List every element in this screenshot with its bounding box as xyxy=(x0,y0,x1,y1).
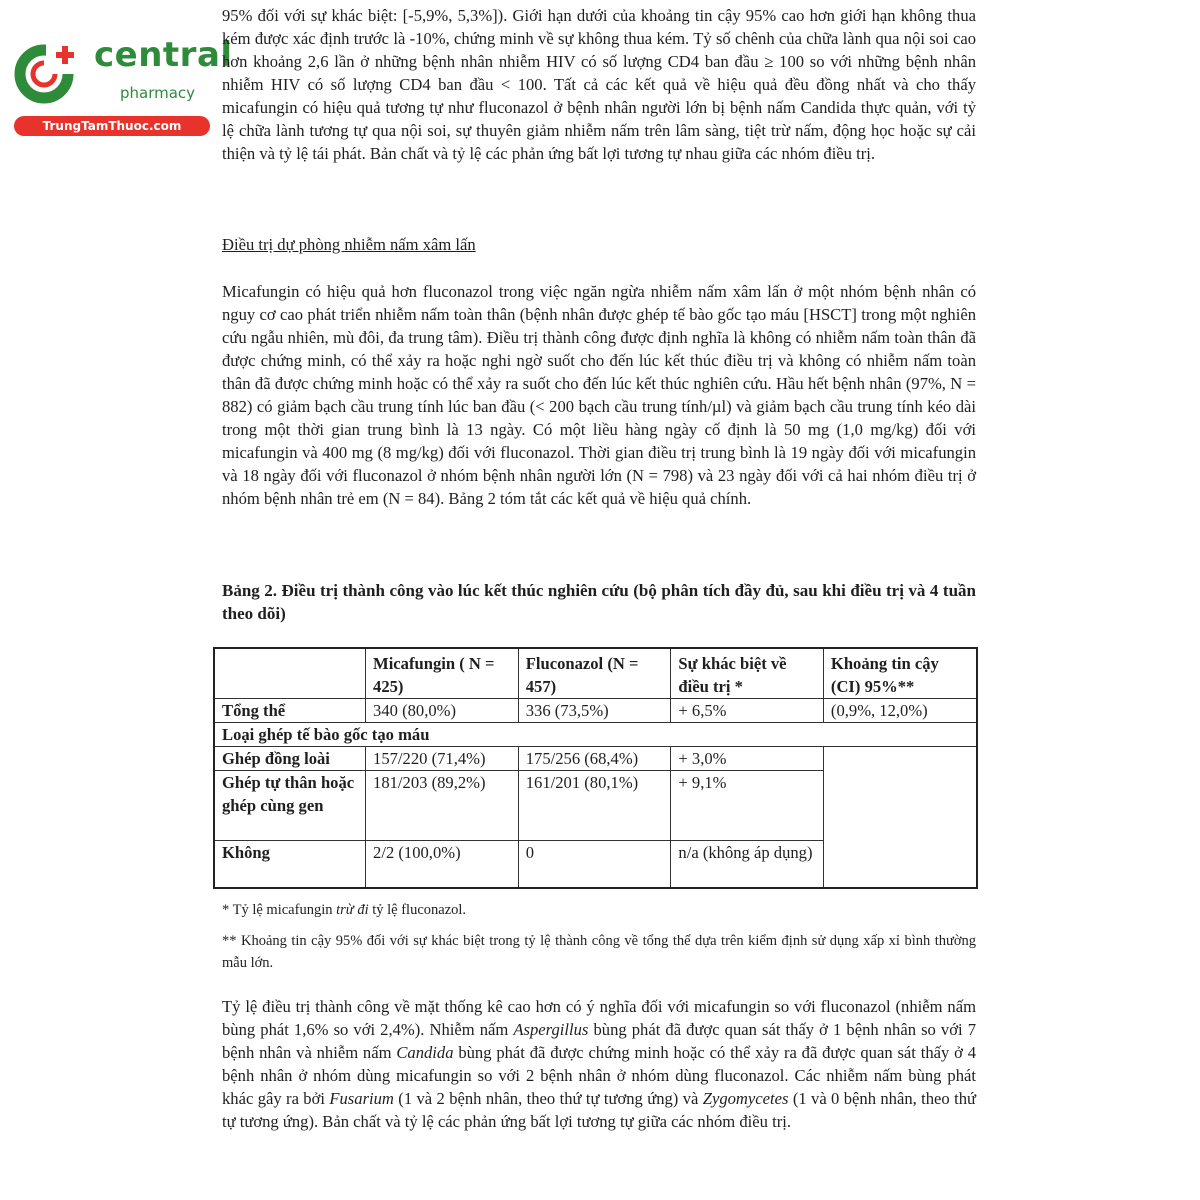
table-header-cell: Sự khác biệt về điều trị * xyxy=(671,648,824,699)
table-row xyxy=(214,747,977,771)
table-cell: 0 xyxy=(518,841,671,889)
table-header-cell xyxy=(214,648,366,699)
row-label: Ghép tự thân hoặc ghép cùng gen xyxy=(214,771,366,841)
table-header-row xyxy=(214,648,977,699)
table-header-cell: Khoảng tin cậy (CI) 95%** xyxy=(823,648,977,699)
footnote-text: tỷ lệ fluconazol. xyxy=(368,902,467,918)
table-cell: + 9,1% xyxy=(671,771,824,841)
paragraph-text: (1 và 0 bệnh nhân, theo thứ tự tương ứng). Bản chất và tỷ lệ các phản ứng bất lợi tương tự giữa các nhóm điều trị. xyxy=(222,1089,977,1131)
table-section-row xyxy=(214,723,977,747)
table-cell: 175/256 (68,4%) xyxy=(518,747,671,771)
paragraph-text: bùng phát đã được quan sát thấy ở 1 bệnh nhân so với 7 bệnh nhân và nhiễm nấm xyxy=(222,1020,976,1062)
table-cell: 336 (73,5%) xyxy=(518,699,671,723)
paragraph-text: (1 và 2 bệnh nhân, theo thứ tự tương ứng) và xyxy=(393,1089,703,1108)
table-cell: 161/201 (80,1%) xyxy=(518,771,671,841)
table-caption: Bảng 2. Điều trị thành công vào lúc kết thúc nghiên cứu (bộ phân tích đầy đủ, sau khi điều trị và 4 tuần theo dõi) xyxy=(222,581,976,623)
empty-ci-cell xyxy=(823,747,977,889)
footnote-text: * Tỷ lệ micafungin xyxy=(222,902,337,918)
paragraph-text: bùng phát đã được chứng minh hoặc có thể xảy ra đã được quan sát thấy ở 4 bệnh nhân ở nhóm dùng micafungin so với 2 bệnh nhân ở nhóm dùng fluconazol. Các nhiễm nấm bùng phát khác gây ra bởi xyxy=(222,1043,976,1108)
table-cell: 2/2 (100,0%) xyxy=(366,841,519,889)
table-cell: 157/220 (71,4%) xyxy=(366,747,519,771)
paragraph-text: Tỷ lệ điều trị thành công về mặt thống kê cao hơn có ý nghĩa đối với micafungin so với fluconazol (nhiễm nấm bùng phát 1,6% so với 2,4%). Nhiễm nấm xyxy=(222,997,976,1039)
results-table xyxy=(213,647,978,889)
section-label: Loại ghép tế bào gốc tạo máu xyxy=(214,723,977,747)
central-pharmacy-logo-icon xyxy=(10,36,82,108)
paragraph-esophageal-results: 95% đối với sự khác biệt: [-5,9%, 5,3%]). Giới hạn dưới của khoảng tin cậy 95% cao hơn giới hạn không thua kém được xác định trước là -10%, chứng minh về sự không thua kém. Tỷ số chênh của chữa lành qua nội soi cao hơn khoảng 2,6 lần ở những bệnh nhân nhiễm HIV có số lượng CD4 ban đầu ≥ 100 so với những bệnh nhân nhiễm HIV có số lượng CD4 ban đầu < 100. Tất cả các kết quả về hiệu quả đều đồng nhất và cho thấy micafungin có hiệu quả tương tự như fluconazol ở bệnh nhân người lớn bị bệnh nấm Candida thực quản, với tỷ lệ chữa lành tương tự qua nội soi, sự thuyên giảm nhiễm nấm trên lâm sàng, tiệt trừ nấm, động học hoặc sự cải thiện và tỷ lệ tái phát. Bản chất và tỷ lệ các phản ứng bất lợi tương tự nhau giữa các nhóm điều trị. xyxy=(222,6,976,163)
organism-name: Zygomycetes xyxy=(702,1089,789,1108)
footnote-confidence-interval: ** Khoảng tin cậy 95% đối với sự khác biệt trong tỷ lệ thành công về tổng thể dựa trên kiểm định sử dụng xấp xỉ bình thường mẫu lớn. xyxy=(222,933,976,971)
table-row-overall xyxy=(214,699,977,723)
table-cell: 340 (80,0%) xyxy=(366,699,519,723)
table-cell: + 6,5% xyxy=(671,699,824,723)
table-header-cell: Fluconazol (N = 457) xyxy=(518,648,671,699)
row-label: Ghép đồng loài xyxy=(214,747,366,771)
footnote-difference xyxy=(222,900,976,921)
footnote-italic-text: trừ đi xyxy=(336,902,369,918)
pharmacy-logo xyxy=(10,35,233,136)
organism-name: Candida xyxy=(396,1043,454,1062)
row-label: Không xyxy=(214,841,366,889)
organism-name: Fusarium xyxy=(329,1089,394,1108)
row-label: Tổng thể xyxy=(214,699,366,723)
table-cell: + 3,0% xyxy=(671,747,824,771)
table-cell: 181/203 (89,2%) xyxy=(366,771,519,841)
logo-subtitle: pharmacy xyxy=(120,84,196,102)
logo-url-badge: TrungTamThuoc.com xyxy=(14,116,210,136)
paragraph-prophylaxis: Micafungin có hiệu quả hơn fluconazol trong việc ngăn ngừa nhiễm nấm xâm lấn ở một nhóm bệnh nhân có nguy cơ cao phát triển nhiễm nấm toàn thân (bệnh nhân được ghép tế bào gốc tạo máu [HSCT] trong một nghiên cứu ngẫu nhiên, mù đôi, đa trung tâm). Điều trị thành công được định nghĩa là không có nhiễm nấm toàn thân đã được chứng minh, có thể xảy ra hoặc nghi ngờ suốt cho đến lúc kết thúc điều trị và không có nhiễm nấm toàn thân đã được chứng minh hoặc có thể xảy ra suốt cho đến lúc kết thúc nghiên cứu. Hầu hết bệnh nhân (97%, N = 882) có giảm bạch cầu trung tính lúc ban đầu (< 200 bạch cầu trung tính/µl) và giảm bạch cầu trung tính kéo dài trong một thời gian trung bình là 13 ngày. Có một liều hàng ngày cố định là 50 mg (1,0 mg/kg) đối với micafungin và 400 mg (8 mg/kg) đối với fluconazol. Thời gian điều trị trung bình là 19 ngày đối với micafungin và 18 ngày đối với fluconazol ở nhóm bệnh nhân người lớn (N = 798) và 23 ngày đối với cả hai nhóm điều trị ở nhóm bệnh nhân trẻ em (N = 84). Bảng 2 tóm tắt các kết quả về hiệu quả chính. xyxy=(222,282,976,508)
logo-name: central xyxy=(94,35,233,75)
organism-name: Aspergillus xyxy=(513,1020,589,1039)
paragraph-breakthrough-infections xyxy=(222,995,976,1133)
table-cell: (0,9%, 12,0%) xyxy=(823,699,977,723)
table-header-cell: Micafungin ( N = 425) xyxy=(366,648,519,699)
table-cell: n/a (không áp dụng) xyxy=(671,841,824,889)
section-heading-prophylaxis: Điều trị dự phòng nhiễm nấm xâm lấn xyxy=(222,235,476,254)
